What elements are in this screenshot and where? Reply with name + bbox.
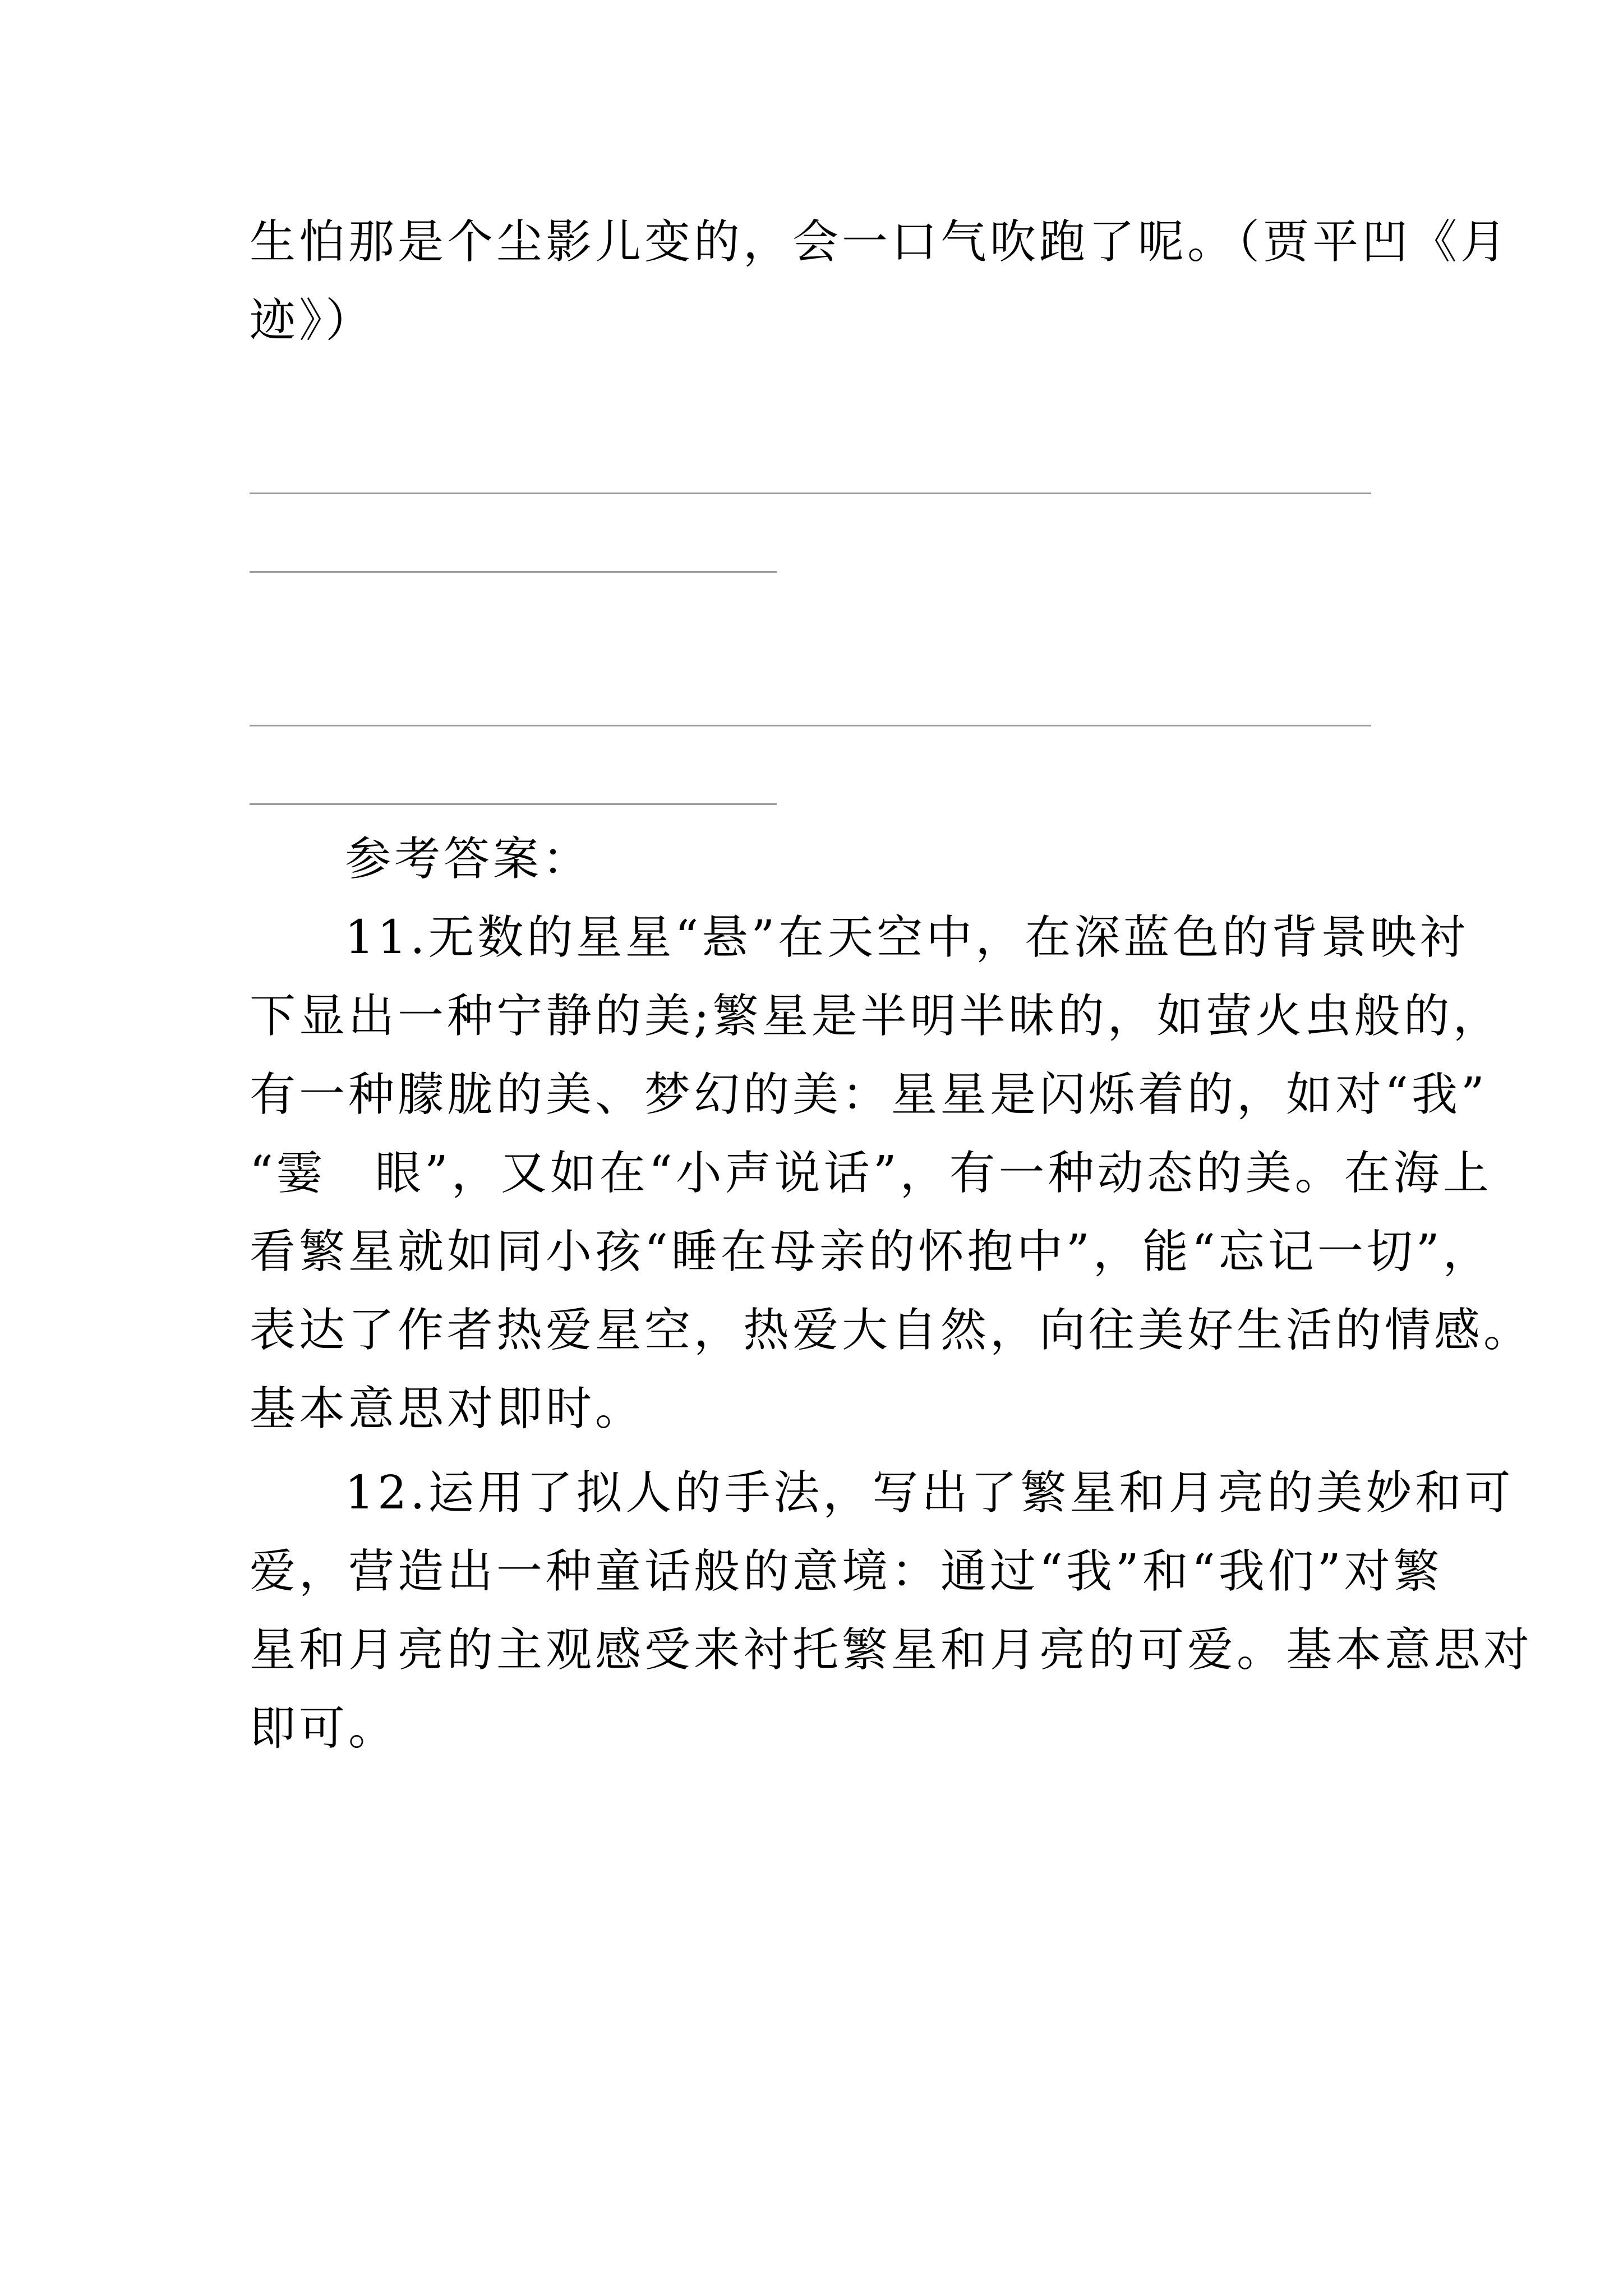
answer-key-heading: 参考答案： xyxy=(345,832,592,886)
q11-line-5: 看繁星就如同小孩“睡在母亲的怀抱中”，能“忘记一切”， xyxy=(250,1225,1492,1278)
answer-blank-line[interactable] xyxy=(250,493,1371,494)
answer-blank-line[interactable] xyxy=(250,803,777,805)
q11-line-3: 有一种朦胧的美、梦幻的美：星星是闪烁着的，如对“我” xyxy=(250,1068,1488,1121)
q12-line-1: 12.运用了拟人的手法，写出了繁星和月亮的美妙和可 xyxy=(345,1466,1514,1520)
q11-line-1: 11.无数的星星“悬”在天空中，在深蓝色的背景映衬 xyxy=(345,911,1469,964)
quote-line-2: 迹》） xyxy=(250,294,375,347)
q12-line-2: 爱，营造出一种童话般的意境：通过“我”和“我们”对繁 xyxy=(250,1545,1443,1598)
q11-line-2: 下显出一种宁静的美;繁星是半明半昧的，如萤火虫般的， xyxy=(250,990,1502,1043)
q11-line-7: 基本意思对即时。 xyxy=(250,1382,645,1435)
q12-line-4: 即可。 xyxy=(250,1702,398,1755)
q11-line-4: “霎 眼”，又如在“小声说话”，有一种动态的美。在海上 xyxy=(250,1147,1492,1200)
quote-line-1: 生怕那是个尘影儿变的，会一口气吹跑了呢。（贾平凹《月 xyxy=(250,215,1510,269)
answer-blank-line[interactable] xyxy=(250,725,1371,726)
q11-line-6: 表达了作者热爱星空，热爱大自然，向往美好生活的情感。 xyxy=(250,1304,1533,1357)
q12-line-3: 星和月亮的主观感受来衬托繁星和月亮的可爱。基本意思对 xyxy=(250,1623,1533,1677)
answer-blank-line[interactable] xyxy=(250,571,777,573)
